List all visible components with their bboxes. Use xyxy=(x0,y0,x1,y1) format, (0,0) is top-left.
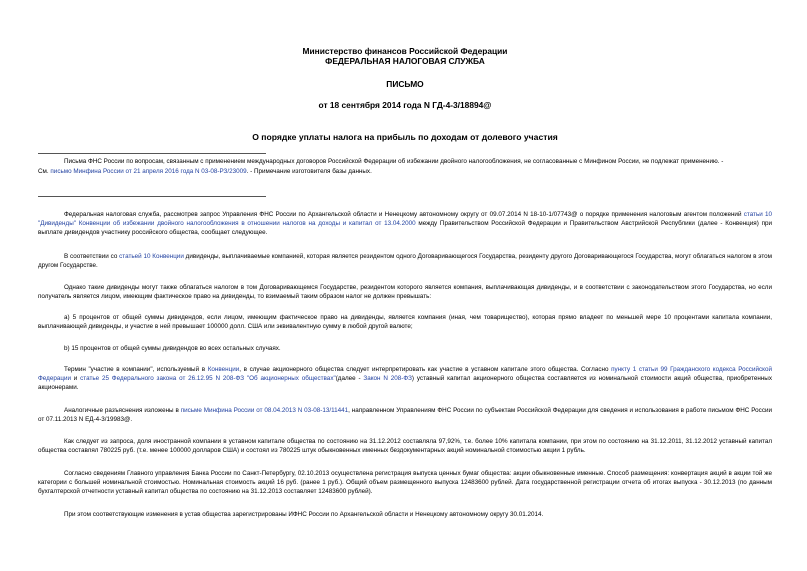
civil-code-article-99-link[interactable]: пункту 1 статьи 99 Гражданского кодекса Российской Федерации xyxy=(38,366,772,383)
editor-note-line2 xyxy=(38,167,772,176)
paragraph-6-text-e: ) уставный капитал акционерного общества составляется из номинальной стоимости акций общества, приобретенных акционерами. xyxy=(38,375,772,392)
paragraph-1-text-a: Федеральная налоговая служба, рассмотрев запрос Управления ФНС России по Архангельской области и Ненецкому автономному округу от 09.07.2014 N 18-10-1/07743@ о порядке применения налоговым агентом положений xyxy=(64,211,744,218)
document-type: ПИСЬМО xyxy=(386,79,424,89)
paragraph-1 xyxy=(38,210,772,238)
law-208fz-article-25-link[interactable]: статье 25 Федерального закона от 26.12.95 N 208-ФЗ "Об акционерных обществах" xyxy=(80,375,336,383)
paragraph-2 xyxy=(38,252,772,270)
service-heading: ФЕДЕРАЛЬНАЯ НАЛОГОВАЯ СЛУЖБА xyxy=(325,56,485,66)
paragraph-2-text-b: дивиденды, выплачиваемые компанией, которая является резидентом одного Договаривающегося Государства, резиденту другого Договаривающегося Государства, могут облагаться налогом в этом другом Государстве. xyxy=(38,253,772,270)
minfin-letter-2013-link[interactable]: письме Минфина России от 08.04.2013 N 03-08-13/11441 xyxy=(180,407,349,414)
document-title: О порядке уплаты налога на прибыль по доходам от долевого участия xyxy=(252,132,558,142)
convention-link[interactable]: Конвенции xyxy=(207,366,240,373)
paragraph-4: а) 5 процентов от общей суммы дивидендов, если лицом, имеющим фактическое право на дивиденды, является компания (иная, чем товарищество), которая прямо владеет по меньшей мере 10 процентами капитала компании, выплачивающей дивиденды, и участие в ней превышает 100000 долл. США или эквивалентную сумму в любой другой валюте; xyxy=(38,314,772,331)
paragraph-9: Согласно сведениям Главного управления Банка России по Санкт-Петербургу, 02.10.2013 осуществлена регистрация выпуска ценных бумаг общества: акции обыкновенные именные. Способ размещения: конвертация акций в акции той же категории с большей номинальной стоимостью. Номинальная стоимость акций 16 руб. (ранее 1 руб.). Общий объем размещенного выпуска 12483600 рублей. Дата государственной регистрации отчета об итогах выпуска - 30.12.2013 (по данным бухгалтерской отчетности уставный капитал общества по состоянию на 31.12.2013 составляет 12483600 рублей). xyxy=(38,470,772,496)
editor-note-line1: Письма ФНС России по вопросам, связанным с применением международных договоров Российской Федерации об избежании двойного налогообложения, не согласованные с Минфином России, не подлежат применению. - xyxy=(64,158,724,165)
editor-note-suffix: . - Примечание изготовителя базы данных. xyxy=(246,168,372,176)
editor-note-prefix: См. xyxy=(38,168,51,176)
note-divider-bottom xyxy=(38,196,266,197)
paragraph-5: b) 15 процентов от общей суммы дивидендов во всех остальных случаях. xyxy=(64,345,281,352)
paragraph-7-text-b: , направленном Управлениям ФНС России по субъектам Российской Федерации для сведения и использования в работе письмом ФНС России от 07.11.2013 N ЕД-4-3/19983@. xyxy=(38,407,772,424)
note-divider-top xyxy=(38,153,266,154)
paragraph-2-text-a: В соответствии со xyxy=(64,253,120,260)
paragraph-6-text-c: и xyxy=(70,375,81,383)
paragraph-6-text-d: (далее - xyxy=(335,375,364,383)
paragraph-1-text-b: между Правительством Российской Федерации и Правительством Австрийской Республики (далее - Конвенция) при выплате дивидендов участнику российского общества, сообщает следующее. xyxy=(38,220,772,237)
document-date-number: от 18 сентября 2014 года N ГД-4-3/18894@ xyxy=(318,100,492,110)
convention-article-link[interactable]: статьей 10 Конвенции xyxy=(119,253,184,260)
paragraph-10: При этом соответствующие изменения в устав общества зарегистрированы ИФНС России по Архангельской области и Ненецкому автономному округу 30.01.2014. xyxy=(64,511,544,518)
paragraph-6-text-b: , в случае акционерного общества следует интерпретировать как участие в уставном капитале этого общества. Согласно xyxy=(239,366,612,373)
editor-note xyxy=(38,157,772,176)
law-208fz-link[interactable]: Закон N 208-ФЗ xyxy=(363,375,412,383)
convention-article-10-link[interactable]: статьи 10 "Дивиденды" Конвенции об избежании двойного налогообложения в отношении налогов на доходы и капитал от 13.04.2000 xyxy=(38,211,773,228)
paragraph-7 xyxy=(38,406,772,424)
paragraph-3: Однако такие дивиденды могут также облагаться налогом в том Договаривающемся Государстве, резидентом которого является компания, выплачивающая дивиденды, и в соответствии с законодательством этого Государства, но если получатель является лицом, имеющим фактическое право на дивиденды, то взимаемый таким образом налог не должен превышать: xyxy=(38,284,772,301)
paragraph-8: Как следует из запроса, доля иностранной компании в уставном капитале общества по состоянию на 31.12.2012 составляла 97,92%, т.е. более 10% капитала компании, при этом по состоянию на 31.12.2011, 31.12.2012 уставный капитал общества составлял 780225 руб. (т.е. менее 100000 долларов США) и состоял из 780225 штук обыкновенных именных бездокументарных акций номинальной стоимостью акции 1 рубль. xyxy=(38,438,772,455)
paragraph-6 xyxy=(38,365,772,393)
paragraph-7-text-a: Аналогичные разъяснения изложены в xyxy=(64,407,181,414)
ministry-heading: Министерство финансов Российской Федерации xyxy=(302,46,508,56)
paragraph-6-text-a: Термин "участие в компании", используемый в xyxy=(64,366,208,373)
minfin-letter-2016-link[interactable]: письмо Минфина России от 21 апреля 2016 года N 03-08-РЗ/23009 xyxy=(50,168,247,176)
